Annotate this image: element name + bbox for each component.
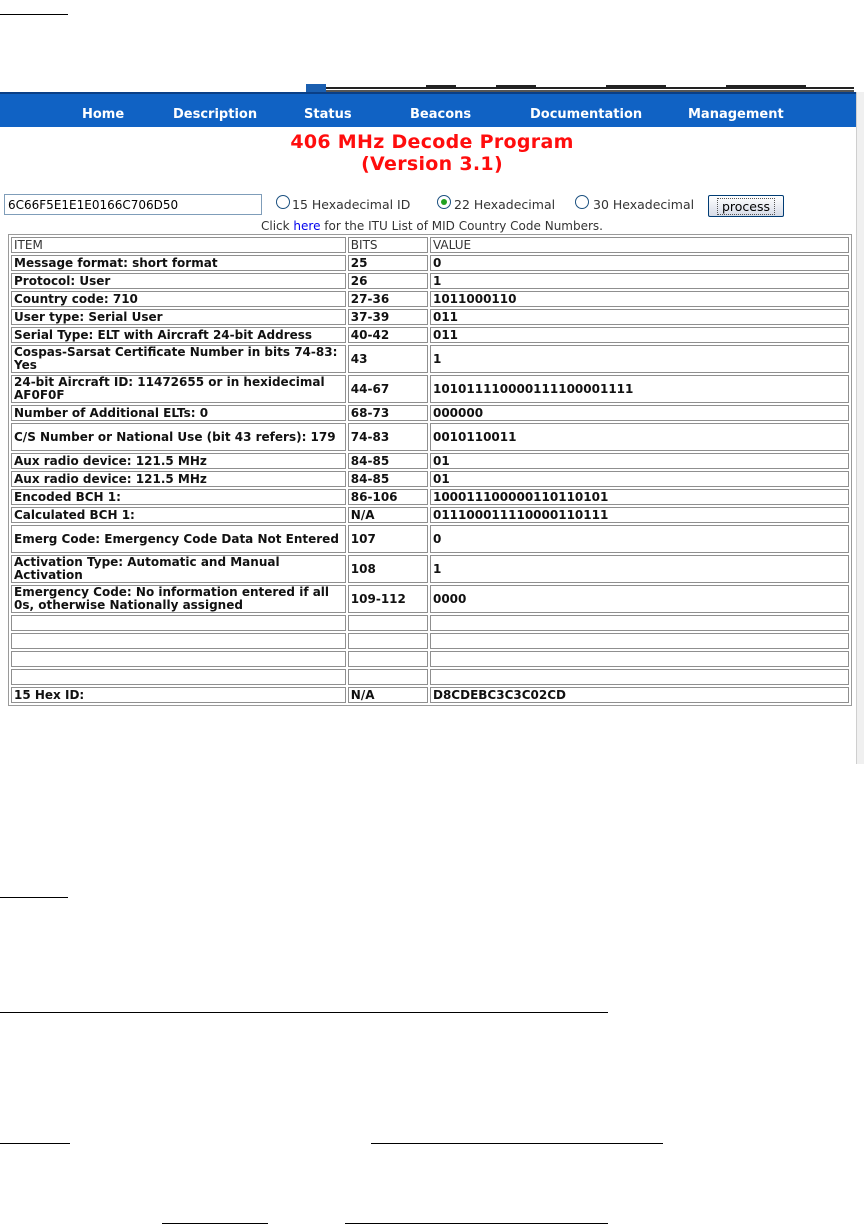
table-row	[11, 291, 849, 307]
cell-bits: 25	[348, 255, 428, 271]
cell-bits: N/A	[348, 507, 428, 523]
process-button-label: process	[717, 198, 775, 215]
table-row	[11, 471, 849, 487]
cell-bits: 40-42	[348, 327, 428, 343]
nav-beacons[interactable]: Beacons	[410, 107, 472, 122]
cell-bits: 109-112	[348, 585, 428, 613]
cell-value	[430, 651, 849, 667]
table-row	[11, 585, 849, 613]
header-item: ITEM	[11, 237, 346, 253]
cell-item: Calculated BCH 1:	[11, 507, 346, 523]
underline-mark	[371, 1143, 663, 1144]
table-row	[11, 525, 849, 553]
cell-item: Emergency Code: No information entered if all 0s, otherwise Nationally assigned	[11, 585, 346, 613]
underline-mark	[0, 897, 68, 898]
table-row	[11, 489, 849, 505]
header-value: VALUE	[430, 237, 849, 253]
cell-item: C/S Number or National Use (bit 43 refers): 179	[11, 423, 346, 451]
cell-bits: 108	[348, 555, 428, 583]
nav-status[interactable]: Status	[304, 107, 352, 122]
cell-value	[430, 669, 849, 685]
cell-value: 000000	[430, 405, 849, 421]
cell-item: Aux radio device: 121.5 MHz	[11, 453, 346, 469]
radio-30-hex-label: 30 Hexadecimal	[593, 197, 695, 212]
cell-value: 1	[430, 555, 849, 583]
cell-bits: 37-39	[348, 309, 428, 325]
radio-22-hex-label: 22 Hexadecimal	[454, 197, 556, 212]
cell-item: User type: Serial User	[11, 309, 346, 325]
radio-30-hex[interactable]	[575, 195, 589, 209]
itu-list-link[interactable]: here	[293, 219, 321, 233]
cell-item	[11, 633, 346, 649]
results-table-container	[8, 234, 852, 764]
cell-item: Aux radio device: 121.5 MHz	[11, 471, 346, 487]
page-title: 406 MHz Decode Program	[290, 131, 574, 153]
cell-item	[11, 615, 346, 631]
underline-mark	[162, 1223, 268, 1224]
results-table-body	[11, 237, 849, 703]
table-row	[11, 405, 849, 421]
nav-management[interactable]: Management	[688, 107, 784, 122]
cell-value: 0	[430, 525, 849, 553]
cell-bits	[348, 615, 428, 631]
cell-item: 15 Hex ID:	[11, 687, 346, 703]
click-prefix: Click	[261, 219, 294, 233]
process-button[interactable]	[708, 195, 784, 217]
underline-mark	[345, 1223, 608, 1224]
radio-15-hex-label: 15 Hexadecimal ID	[292, 197, 411, 212]
click-suffix: for the ITU List of MID Country Code Numbers.	[320, 219, 603, 233]
table-row	[11, 615, 849, 631]
header-bits: BITS	[348, 237, 428, 253]
cell-bits: 84-85	[348, 453, 428, 469]
cell-value: D8CDEBC3C3C02CD	[430, 687, 849, 703]
cell-value: 0010110011	[430, 423, 849, 451]
nav-bar	[0, 92, 864, 127]
page-version: (Version 3.1)	[361, 153, 503, 175]
cell-value: 1011000110	[430, 291, 849, 307]
radio-15-hex[interactable]	[276, 195, 290, 209]
cell-bits: N/A	[348, 687, 428, 703]
underline-mark	[0, 1143, 70, 1144]
cell-value	[430, 615, 849, 631]
table-row	[11, 633, 849, 649]
cell-value: 0	[430, 255, 849, 271]
cell-item: Activation Type: Automatic and Manual Activation	[11, 555, 346, 583]
table-row	[11, 345, 849, 373]
table-row	[11, 507, 849, 523]
cell-value: 1	[430, 273, 849, 289]
table-row	[11, 453, 849, 469]
nav-documentation[interactable]: Documentation	[530, 107, 643, 122]
banner-strip	[306, 82, 854, 92]
cell-item	[11, 651, 346, 667]
table-row	[11, 375, 849, 403]
underline-mark	[0, 1012, 608, 1013]
radio-22-hex[interactable]	[437, 195, 451, 209]
cell-value: 1	[430, 345, 849, 373]
cell-bits	[348, 651, 428, 667]
cell-value: 101011110000111100001111	[430, 375, 849, 403]
table-row	[11, 669, 849, 685]
cell-value: 100011100000110110101	[430, 489, 849, 505]
table-row	[11, 423, 849, 451]
nav-home[interactable]: Home	[82, 107, 125, 122]
cell-bits	[348, 669, 428, 685]
table-row	[11, 309, 849, 325]
cell-item: Emerg Code: Emergency Code Data Not Entered	[11, 525, 346, 553]
cell-bits: 86-106	[348, 489, 428, 505]
cell-value: 011	[430, 327, 849, 343]
cell-item: Encoded BCH 1:	[11, 489, 346, 505]
table-row	[11, 555, 849, 583]
table-row	[11, 327, 849, 343]
cell-value: 011100011110000110111	[430, 507, 849, 523]
cell-bits: 44-67	[348, 375, 428, 403]
cell-item: Message format: short format	[11, 255, 346, 271]
cell-value: 01	[430, 453, 849, 469]
cell-bits: 43	[348, 345, 428, 373]
cell-bits	[348, 633, 428, 649]
itu-link-line	[0, 219, 864, 233]
cell-item: Serial Type: ELT with Aircraft 24-bit Address	[11, 327, 346, 343]
cell-bits: 68-73	[348, 405, 428, 421]
cell-item: Number of Additional ELTs: 0	[11, 405, 346, 421]
cell-item: Cospas-Sarsat Certificate Number in bits 74-83: Yes	[11, 345, 346, 373]
cell-item: Country code: 710	[11, 291, 346, 307]
scrollbar[interactable]	[856, 92, 864, 764]
cell-value	[430, 633, 849, 649]
cell-item: Protocol: User	[11, 273, 346, 289]
table-row	[11, 687, 849, 703]
cell-bits: 107	[348, 525, 428, 553]
nav-description[interactable]: Description	[173, 107, 258, 122]
table-row	[11, 255, 849, 271]
cell-value: 01	[430, 471, 849, 487]
table-header-row	[11, 237, 849, 253]
cell-value: 0000	[430, 585, 849, 613]
cell-value: 011	[430, 309, 849, 325]
hex-input[interactable]	[4, 194, 262, 215]
cell-bits: 26	[348, 273, 428, 289]
cell-item: 24-bit Aircraft ID: 11472655 or in hexidecimal AF0F0F	[11, 375, 346, 403]
underline-mark	[0, 14, 68, 15]
cell-bits: 27-36	[348, 291, 428, 307]
cell-item	[11, 669, 346, 685]
table-row	[11, 651, 849, 667]
table-row	[11, 273, 849, 289]
cell-bits: 74-83	[348, 423, 428, 451]
cell-bits: 84-85	[348, 471, 428, 487]
results-table	[8, 234, 852, 706]
